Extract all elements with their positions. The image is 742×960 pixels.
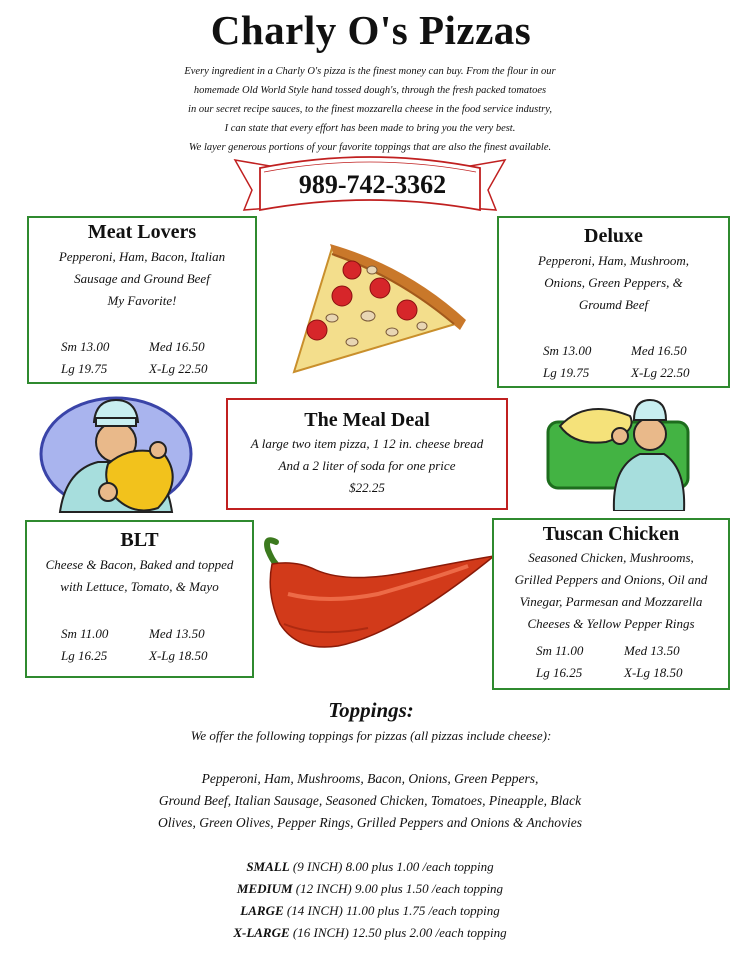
chef-tossing-dough-icon: [546, 396, 696, 511]
meal-deal-card: [226, 398, 508, 510]
toppings-heading: Toppings:: [328, 698, 414, 722]
desc-line: Sausage and Ground Beef: [74, 271, 210, 286]
price-sm: Sm 13.00: [543, 343, 592, 358]
blt-title: BLT: [120, 529, 159, 551]
price-med: Med 16.50: [631, 343, 687, 358]
intro-line: homemade Old World Style hand tossed dough's, through the fresh packed tomatoes: [193, 85, 547, 96]
price-xlg: X-Lg 18.50: [149, 648, 208, 663]
toppings-line: Ground Beef, Italian Sausage, Seasoned Chicken, Tomatoes, Pineapple, Black: [158, 793, 582, 808]
blt-desc: [27, 554, 252, 598]
price-med: Med 13.50: [624, 643, 680, 658]
size-label: X-LARGE: [233, 925, 290, 940]
pizza-slice-icon: [272, 240, 472, 380]
size-label: MEDIUM: [236, 881, 293, 896]
desc-line: Pepperoni, Ham, Bacon, Italian: [58, 249, 226, 264]
page-title: Charly O's Pizzas: [210, 7, 532, 53]
red-pepper-icon: [258, 534, 498, 654]
meal-deal-desc: [228, 433, 506, 499]
size-row-small: [120, 856, 620, 878]
desc-line: Pepperoni, Ham, Mushroom,: [537, 253, 690, 268]
chef-with-dough-icon: [38, 392, 193, 517]
phone-number[interactable]: 989-742-3362: [298, 170, 447, 199]
desc-line: Vinegar, Parmesan and Mozzarella: [519, 594, 703, 609]
desc-line: Onions, Green Peppers, &: [544, 275, 683, 290]
desc-line: And a 2 liter of soda for one price: [278, 458, 456, 473]
price-xlg: X-Lg 22.50: [631, 365, 690, 380]
price-sm: Sm 11.00: [61, 626, 109, 641]
desc-line: Cheese & Bacon, Baked and topped: [45, 557, 234, 572]
intro-text: [100, 62, 640, 157]
toppings-list: [120, 768, 620, 834]
toppings-line: Pepperoni, Ham, Mushrooms, Bacon, Onions, Green Peppers,: [201, 771, 539, 786]
size-row-medium: [120, 878, 620, 900]
price-med: Med 13.50: [149, 626, 205, 641]
size-row-large: [120, 900, 620, 922]
desc-line: My Favorite!: [107, 293, 177, 308]
deluxe-title: Deluxe: [584, 225, 643, 247]
toppings-line: Olives, Green Olives, Pepper Rings, Grilled Peppers and Onions & Anchovies: [157, 815, 583, 830]
size-label: SMALL: [246, 859, 290, 874]
size-price: (14 INCH) 11.00 plus 1.75 /each topping: [283, 903, 500, 918]
tuscan-chicken-title: Tuscan Chicken: [542, 523, 680, 545]
tuscan-chicken-card: [492, 518, 730, 690]
desc-line: Seasoned Chicken, Mushrooms,: [528, 550, 694, 565]
price-lg: Lg 19.75: [543, 365, 590, 380]
desc-line: A large two item pizza, 1 12 in. cheese bread: [250, 436, 484, 451]
intro-line: I can state that every effort has been made to bring you the very best.: [224, 123, 516, 134]
price-lg: Lg 16.25: [61, 648, 108, 663]
intro-line: in our secret recipe sauces, to the finest mozzarella cheese in the food service industry,: [188, 104, 552, 115]
deluxe-desc: [499, 250, 728, 316]
meal-deal-title: The Meal Deal: [304, 409, 430, 431]
price-xlg: X-Lg 18.50: [624, 665, 683, 680]
desc-line: with Lettuce, Tomato, & Mayo: [60, 579, 219, 594]
intro-line: We layer generous portions of your favorite toppings that are also the finest available.: [188, 142, 552, 153]
price-xlg: X-Lg 22.50: [149, 361, 208, 376]
meat-lovers-prices: [61, 336, 208, 380]
tuscan-chicken-desc: [494, 547, 728, 635]
size-price: (12 INCH) 9.00 plus 1.50 /each topping: [292, 881, 504, 896]
size-label: LARGE: [240, 903, 284, 918]
price-med: Med 16.50: [149, 339, 205, 354]
desc-line: Grilled Peppers and Onions, Oil and: [514, 572, 708, 587]
size-row-xlarge: [120, 922, 620, 944]
desc-line: Cheeses & Yellow Pepper Rings: [527, 616, 695, 631]
meat-lovers-card: [27, 216, 257, 384]
deluxe-prices: [543, 340, 690, 384]
deluxe-card: [497, 216, 730, 388]
size-price-list: [120, 856, 620, 944]
toppings-subtitle: We offer the following toppings for pizzas (all pizzas include cheese):: [190, 728, 552, 743]
price-sm: Sm 13.00: [61, 339, 110, 354]
meat-lovers-title: Meat Lovers: [87, 221, 197, 243]
desc-line: Groumd Beef: [578, 297, 649, 312]
blt-prices: [61, 623, 208, 667]
size-price: (9 INCH) 8.00 plus 1.00 /each topping: [289, 859, 494, 874]
desc-line: $22.25: [349, 480, 385, 495]
meat-lovers-desc: [29, 246, 255, 312]
intro-line: Every ingredient in a Charly O's pizza is the finest money can buy. From the flour in our: [184, 66, 556, 77]
tuscan-chicken-prices: [536, 640, 683, 684]
price-lg: Lg 19.75: [61, 361, 108, 376]
blt-card: [25, 520, 254, 678]
price-sm: Sm 11.00: [536, 643, 584, 658]
size-price: (16 INCH) 12.50 plus 2.00 /each topping: [289, 925, 507, 940]
price-lg: Lg 16.25: [536, 665, 583, 680]
